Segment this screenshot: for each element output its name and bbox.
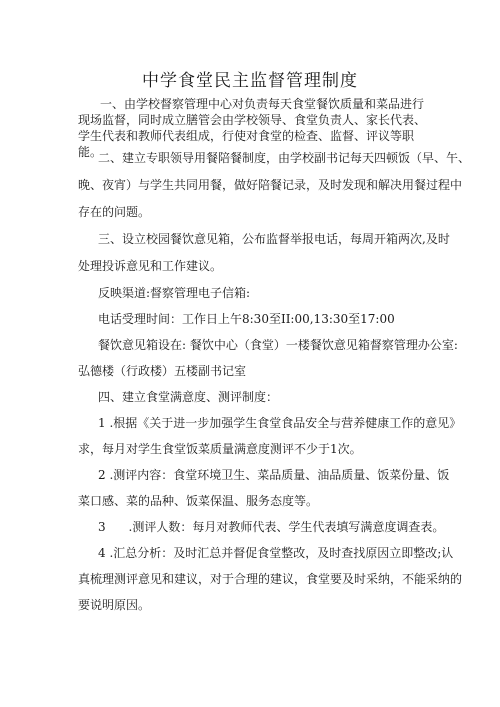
item-4-line-3: 要说明原因。 — [78, 598, 151, 612]
item-4-line-2: 真梳理测评意见和建议，对于合理的建议，食堂要及时采纳，不能采纳的 — [78, 572, 463, 586]
paragraph-2-line-2: 晚、夜宵）与学生共同用餐，做好陪餐记录，及时发现和解决用餐过程中 — [78, 178, 463, 192]
paragraph-3-line-1: 三、设立校园餐饮意见箱，公布监督举报电话，每周开箱两次,及时 — [98, 232, 450, 246]
item-4-line-1: 4 .汇总分析：及时汇总并督促食堂整改，及时查找原因立即整改;认 — [98, 546, 454, 560]
item-2-line-1: 2 .测评内容：食堂环境卫生、菜品质量、油品质量、饭菜份量、饭 — [98, 468, 450, 482]
paragraph-3-line-2: 处理投诉意见和工作建议。 — [78, 259, 223, 273]
suggestion-box-line-1: 餐饮意见箱设在: 餐饮中心（食堂）一楼餐饮意见箱督察管理办公室: — [98, 338, 458, 352]
feedback-channel: 反映渠道:督察管理电子信箱: — [98, 286, 251, 300]
item-3: 3 .测评人数：每月对教师代表、学生代表填写满意度调查表。 — [98, 520, 445, 534]
suggestion-box-line-2: 弘德楼（行政楼）五楼副书记室 — [78, 364, 247, 378]
paragraph-2-line-3: 存在的问题。 — [78, 205, 151, 219]
section-4-heading: 四、建立食堂满意度、测评制度： — [98, 390, 279, 404]
item-1-line-2: 求，每月对学生食堂饭菜质量满意度测评不少于1次。 — [78, 442, 362, 456]
item-2-line-2: 菜口感、菜的品种、饭菜保温、服务态度等。 — [78, 494, 319, 508]
paragraph-2-line-1: 二、建立专职领导用餐陪餐制度，由学校副书记每天四顿饭（早、午、 — [98, 151, 471, 165]
document-title: 中学食堂民主监督管理制度 — [142, 71, 358, 91]
paragraph-1: 一、由学校督察管理中心对负责每天食堂餐饮质量和菜品进行现场监督，同时成立膳管会由学校领导、食堂负责人、家长代表、学生代表和教师代表组成，行使对食堂的检查、监督、评议等职能。 — [78, 97, 427, 159]
phone-hours: 电话受理时间：工作日上午8:30至II:00,13:30至17:00 — [98, 312, 395, 326]
item-1-line-1: 1 .根据《关于进一步加强学生食堂食品安全与营养健康工作的意见》 — [98, 416, 462, 430]
